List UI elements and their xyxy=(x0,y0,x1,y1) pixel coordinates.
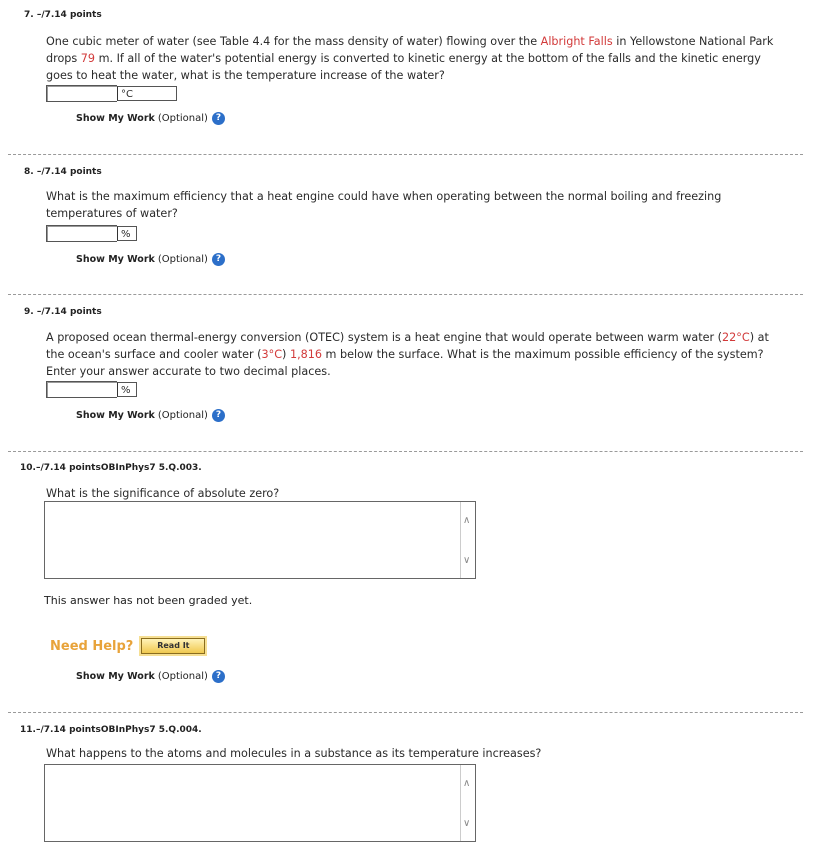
q9-show-my-work[interactable] xyxy=(76,409,225,422)
q10-header: 10.–/7.14 pointsOBInPhys7 5.Q.003. xyxy=(20,463,202,473)
optional-label: (Optional) xyxy=(157,254,208,265)
q7-text-pre: One cubic meter of water (see Table 4.4 for the mass density of water) flowing over the xyxy=(46,35,541,48)
q10-show-my-work[interactable] xyxy=(76,670,225,683)
q7-answer-row xyxy=(46,84,177,102)
q7-text-post: m. If all of the water's potential energy is converted to kinetic energy at the bottom of the falls and the kinetic energy goes to heat the water, what is the temperature increase of the water? xyxy=(46,52,761,82)
scroll-down-icon[interactable]: ∨ xyxy=(463,818,471,829)
help-icon[interactable]: ? xyxy=(212,112,225,125)
q10-text: What is the significance of absolute zero? xyxy=(46,487,280,500)
divider xyxy=(8,451,803,452)
q11-text: What happens to the atoms and molecules in a substance as its temperature increases? xyxy=(46,747,542,760)
show-my-work-label: Show My Work xyxy=(76,254,155,265)
divider xyxy=(8,712,803,713)
q9-text-c: ) xyxy=(282,348,290,361)
q8-text: What is the maximum efficiency that a heat engine could have when operating between the normal boiling and freezing temperatures of water? xyxy=(46,190,722,220)
optional-label: (Optional) xyxy=(157,113,208,124)
q8-show-my-work[interactable] xyxy=(76,253,225,266)
q8-answer-input[interactable] xyxy=(46,225,117,242)
help-icon[interactable]: ? xyxy=(212,409,225,422)
q7-height-value: 79 xyxy=(80,52,96,65)
q8-header: 8. –/7.14 points xyxy=(24,167,102,177)
q11-answer-textarea[interactable] xyxy=(44,764,476,842)
q10-answer-textarea[interactable] xyxy=(44,501,476,579)
show-my-work-label: Show My Work xyxy=(76,410,155,421)
q9-answer-input[interactable] xyxy=(46,381,117,398)
help-icon[interactable]: ? xyxy=(212,253,225,266)
not-graded-note: This answer has not been graded yet. xyxy=(44,594,253,607)
q9-header: 9. –/7.14 points xyxy=(24,307,102,317)
need-help-label: Need Help? xyxy=(50,638,134,654)
show-my-work-label: Show My Work xyxy=(76,671,155,682)
help-icon[interactable]: ? xyxy=(212,670,225,683)
q7-header: 7. –/7.14 points xyxy=(24,10,102,20)
q9-answer-row xyxy=(46,380,137,398)
scroll-up-icon[interactable]: ∧ xyxy=(463,778,471,789)
q8-answer-row xyxy=(46,224,137,242)
read-it-button[interactable]: Read It xyxy=(141,638,205,654)
q7-text xyxy=(46,33,786,84)
q9-unit: % xyxy=(117,382,137,397)
q9-warm-temp: 22°C xyxy=(722,331,750,344)
q9-text-a: A proposed ocean thermal-energy conversion (OTEC) system is a heat engine that would operate between warm water ( xyxy=(46,331,723,344)
scroll-up-icon[interactable]: ∧ xyxy=(463,515,471,526)
q7-unit: °C xyxy=(117,86,177,101)
textarea-scrollbar[interactable] xyxy=(460,502,475,578)
optional-label: (Optional) xyxy=(157,671,208,682)
divider xyxy=(8,294,803,295)
albright-falls-link[interactable]: Albright Falls xyxy=(540,35,613,48)
show-my-work-label: Show My Work xyxy=(76,113,155,124)
divider xyxy=(8,154,803,155)
scroll-down-icon[interactable]: ∨ xyxy=(463,555,471,566)
q7-show-my-work[interactable] xyxy=(76,112,225,125)
q9-cool-temp: 3°C xyxy=(261,348,283,361)
need-help-section xyxy=(50,638,205,654)
q11-header: 11.–/7.14 pointsOBInPhys7 5.Q.004. xyxy=(20,725,202,735)
q9-depth: 1,816 xyxy=(289,348,322,361)
textarea-scrollbar[interactable] xyxy=(460,765,475,841)
q8-unit: % xyxy=(117,226,137,241)
q9-text-d: m below the surface. What is the maximum possible efficiency of the system? Enter your answer accurate to two decimal places. xyxy=(46,348,764,378)
q7-answer-input[interactable] xyxy=(46,85,117,102)
q9-text-b: ) at the ocean's surface and cooler water ( xyxy=(46,331,769,361)
q7-text-mid: in Yellowstone National Park drops xyxy=(46,35,774,65)
q9-text xyxy=(46,329,786,380)
optional-label: (Optional) xyxy=(157,410,208,421)
